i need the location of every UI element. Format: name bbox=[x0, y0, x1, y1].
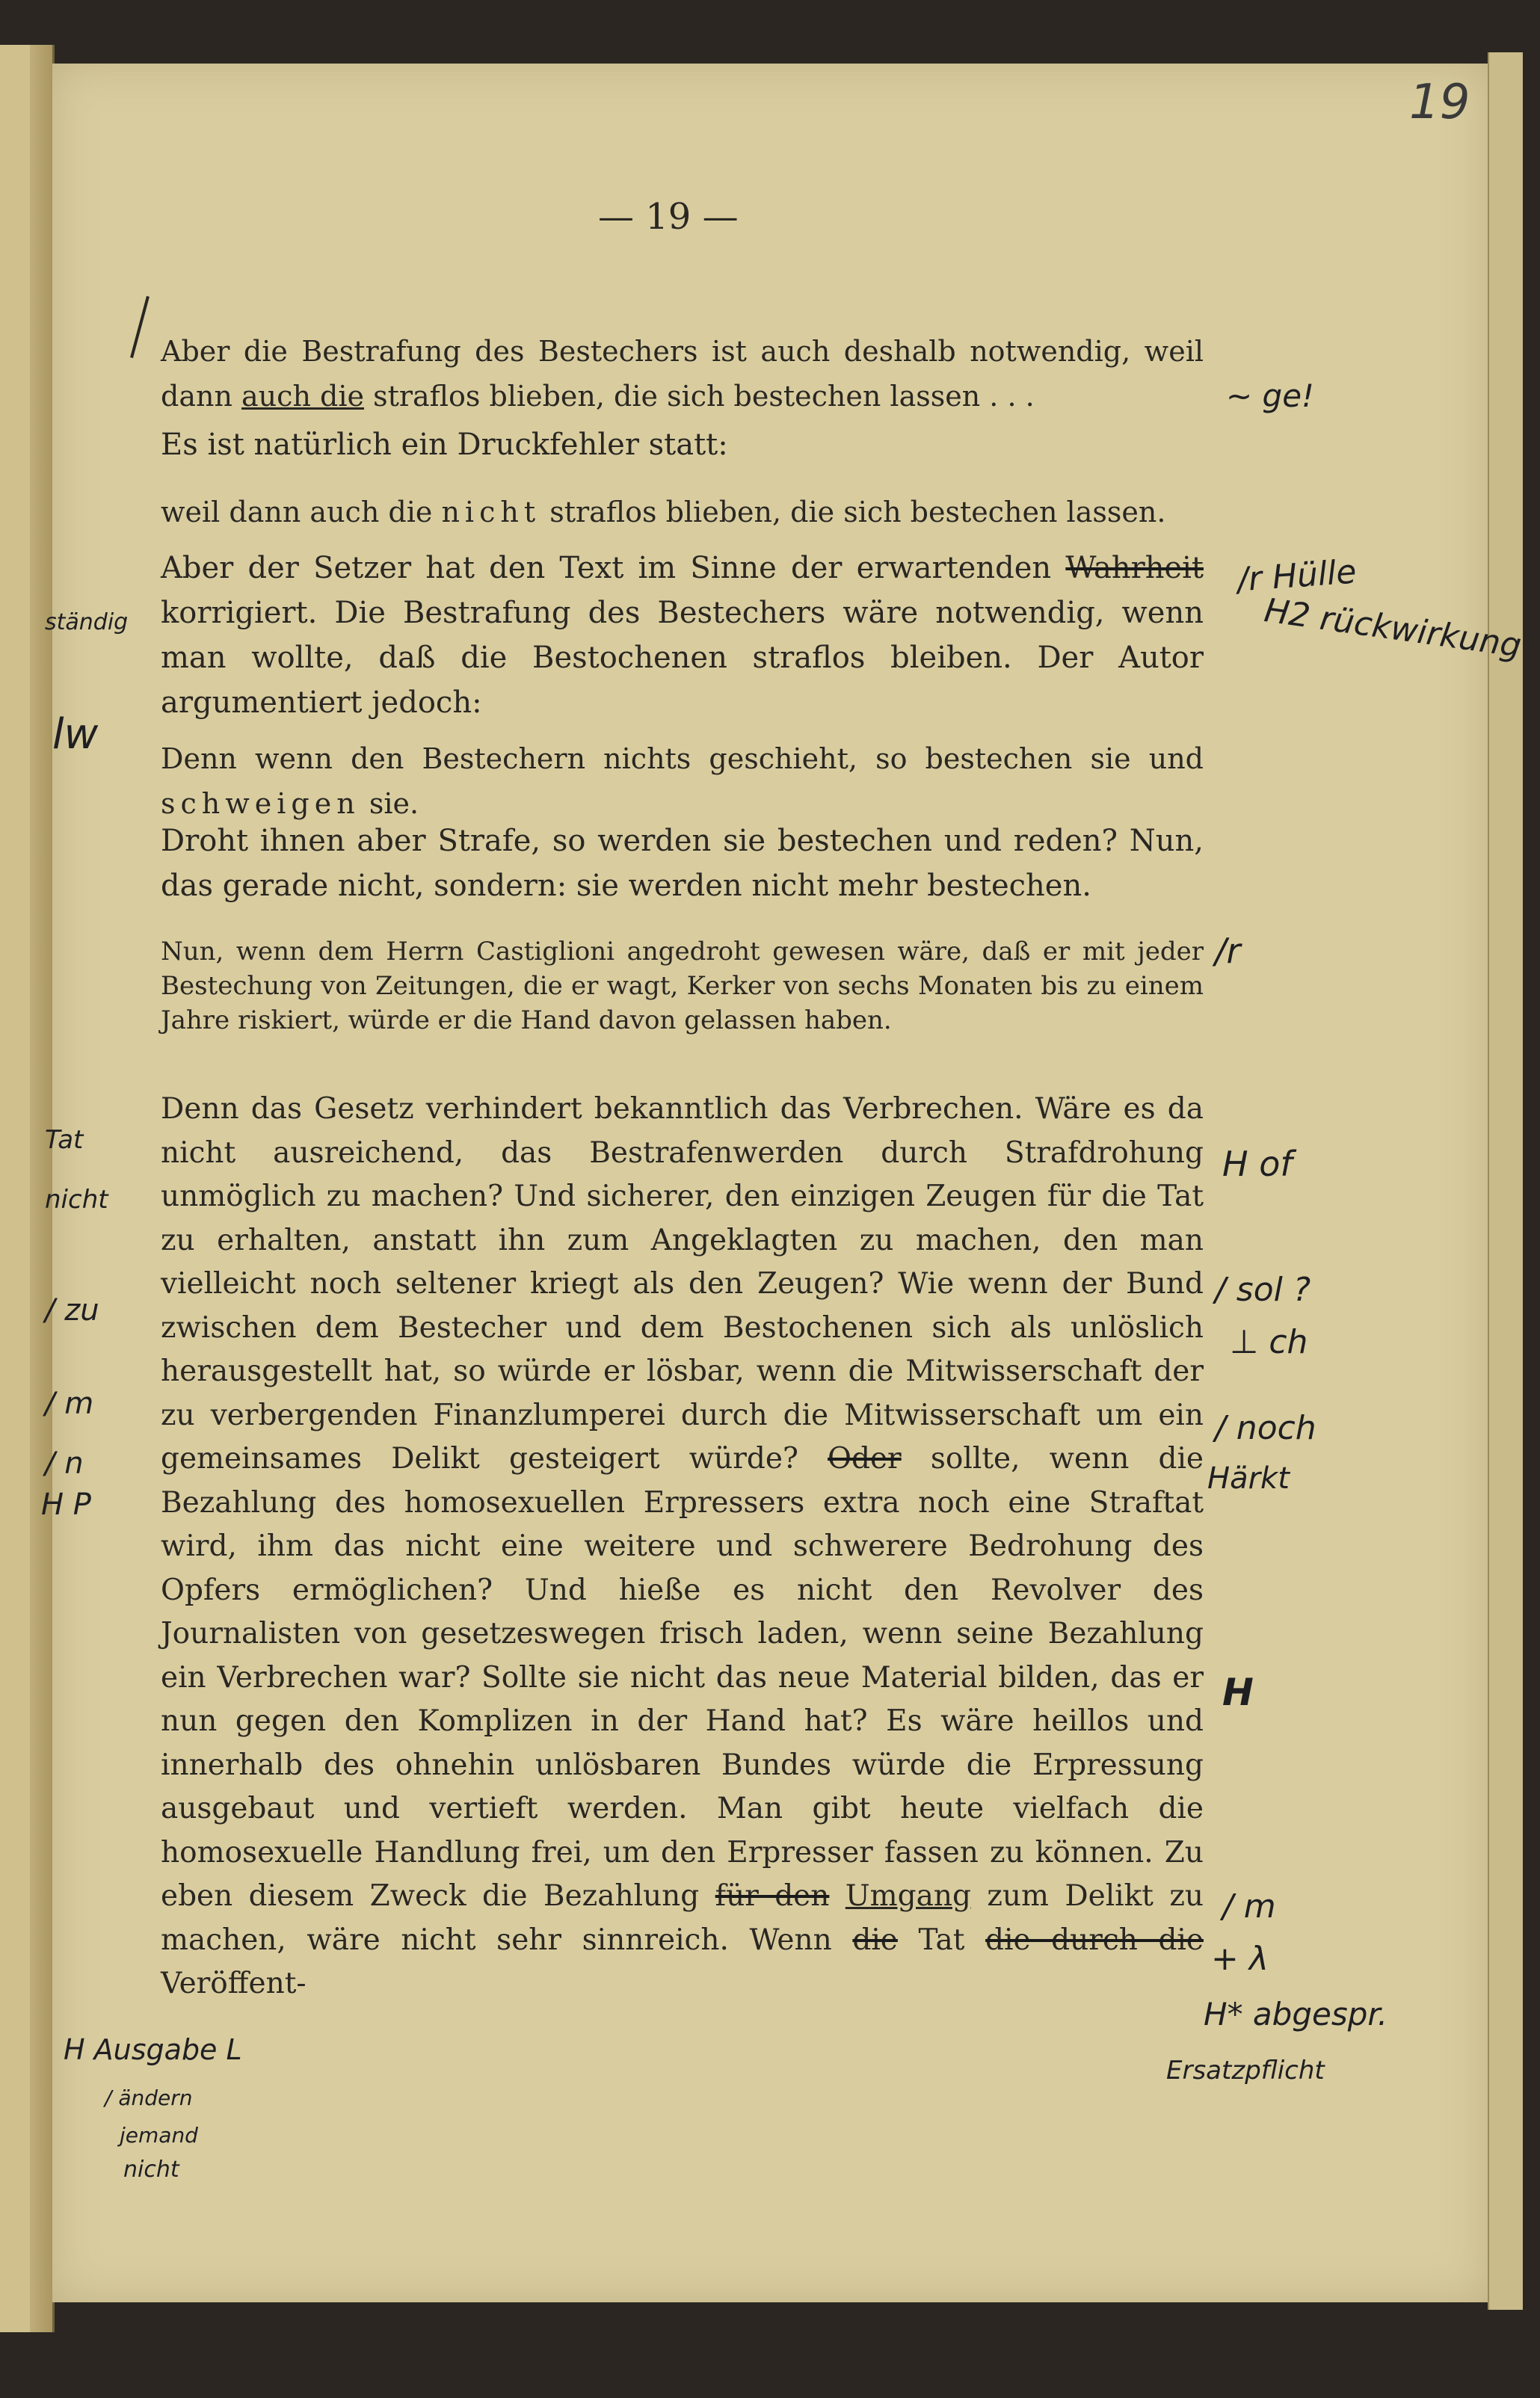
paragraph-5: Denn wenn den Bestechern nichts geschieht, so bestechen sie und schweigen sie. bbox=[161, 742, 1204, 820]
margin-note-right: H of bbox=[1222, 1144, 1293, 1184]
page-header: — 19 — bbox=[598, 196, 739, 238]
margin-note-right: /r bbox=[1215, 931, 1241, 971]
margin-note-bottom-left: H Ausgabe L bbox=[64, 2033, 242, 2066]
margin-note-left: H P bbox=[41, 1488, 91, 1522]
margin-note-right: Ersatzpflicht bbox=[1166, 2056, 1325, 2086]
margin-note-right: H2 rückwirkung bbox=[1262, 591, 1524, 665]
margin-note-right: + λ bbox=[1211, 1940, 1269, 1978]
margin-note-right: H bbox=[1222, 1671, 1254, 1714]
margin-note-right: ~ ge! bbox=[1226, 377, 1314, 414]
paragraph-1: Aber die Bestrafung des Bestechers ist auch deshalb notwendig, weil dann auch die straflos blieben, die sich bestechen lassen . . . bbox=[161, 335, 1204, 413]
paragraph-6: Droht ihnen aber Strafe, so werden sie bestechen und reden? Nun, das gerade nicht, sondern: sie werden nicht mehr bestechen. bbox=[161, 824, 1204, 903]
paragraph-4: Aber der Setzer hat den Text im Sinne der erwartenden Wahrheit korrigiert. Die Bestrafung des Bestechers wäre notwendig, wenn man wollte, daß die Bestochenen straflos bleiben. Der Autor argumentiert jedoch: bbox=[161, 551, 1204, 720]
paragraph-3: weil dann auch die nicht straflos blieben, die sich bestechen lassen. bbox=[161, 496, 1166, 528]
margin-note-right: Härkt bbox=[1207, 1461, 1290, 1496]
right-page-edge bbox=[1488, 52, 1523, 2310]
margin-note-bottom-left: nicht bbox=[123, 2157, 179, 2183]
margin-note-left: / m bbox=[45, 1387, 94, 1421]
margin-note-bottom-left: / ändern bbox=[105, 2086, 193, 2110]
margin-note-left: / n bbox=[45, 1446, 84, 1481]
margin-note-right: /r Hülle bbox=[1236, 552, 1358, 600]
margin-note-right: / sol ? bbox=[1215, 1271, 1311, 1309]
margin-note-left: / zu bbox=[45, 1293, 99, 1328]
margin-note-left: nicht bbox=[45, 1185, 108, 1215]
paragraph-8: Denn das Gesetz verhindert bekanntlich das Verbrechen. Wäre es da nicht ausreichend, das Bestrafenwerden durch Strafdrohung unmöglich zu machen? Und sicherer, den einzigen Zeugen für die Tat zu erhalten, anstatt ihn zum Angeklagten zu machen, den man vielleicht noch seltener kriegt als den Zeugen? Wie wenn der Bund zwischen dem Bestecher und dem Bestochenen sich als unlöslich herausgestellt hat, so würde er lösbar, wenn die Mitwisserschaft der zu verbergenden Finanzlumperei durch die Mitwisserschaft um ein gemeinsames Delikt gesteigert würde? Oder sollte, wenn die Bezahlung des homosexuellen Erpressers extra noch eine Straftat wird, ihm das nicht eine weitere und schwerere Bedrohung des Opfers ermöglichen? Und hieße es nicht den Revolver des Journalisten von gesetzeswegen frisch laden, wenn seine Bezahlung ein Verbrechen war? Sollte sie nicht das neue Material bilden, das er nun gegen den Komplizen in der Hand hat? Es wäre heillos und innerhalb des ohnehin unlösbaren Bundes würde die Erpressung ausgebaut und vertieft werden. Man gibt heute vielfach die homosexuelle Handlung frei, um den Erpresser fassen zu können. Zu eben diesem Zweck die Bezahlung für den Umgang zum Delikt zu machen, wäre nicht sehr sinnreich. Wenn die Tat die durch die Veröffent- bbox=[161, 1092, 1204, 2000]
paragraph-2: Es ist natürlich ein Druckfehler statt: bbox=[161, 428, 728, 462]
margin-note-left: ständig bbox=[45, 609, 129, 635]
handwritten-page-number: 19 bbox=[1409, 75, 1470, 130]
paragraph-7: Nun, wenn dem Herrn Castiglioni angedroht gewesen wäre, daß er mit jeder Bestechung von Zeitungen, die er wagt, Kerker von sechs Monaten bis zu einem Jahre riskiert, würde er die Hand davon gelassen haben. bbox=[161, 937, 1204, 1035]
margin-note-right: ⊥ ch bbox=[1230, 1323, 1308, 1361]
margin-note-left: Tat bbox=[45, 1125, 84, 1155]
margin-note-right: / m bbox=[1222, 1887, 1276, 1926]
margin-note-right: H* abgespr. bbox=[1204, 1996, 1388, 2032]
margin-note-left: lw bbox=[52, 710, 99, 759]
margin-note-right: / noch bbox=[1215, 1409, 1316, 1447]
margin-note-bottom-left: jemand bbox=[120, 2123, 198, 2148]
